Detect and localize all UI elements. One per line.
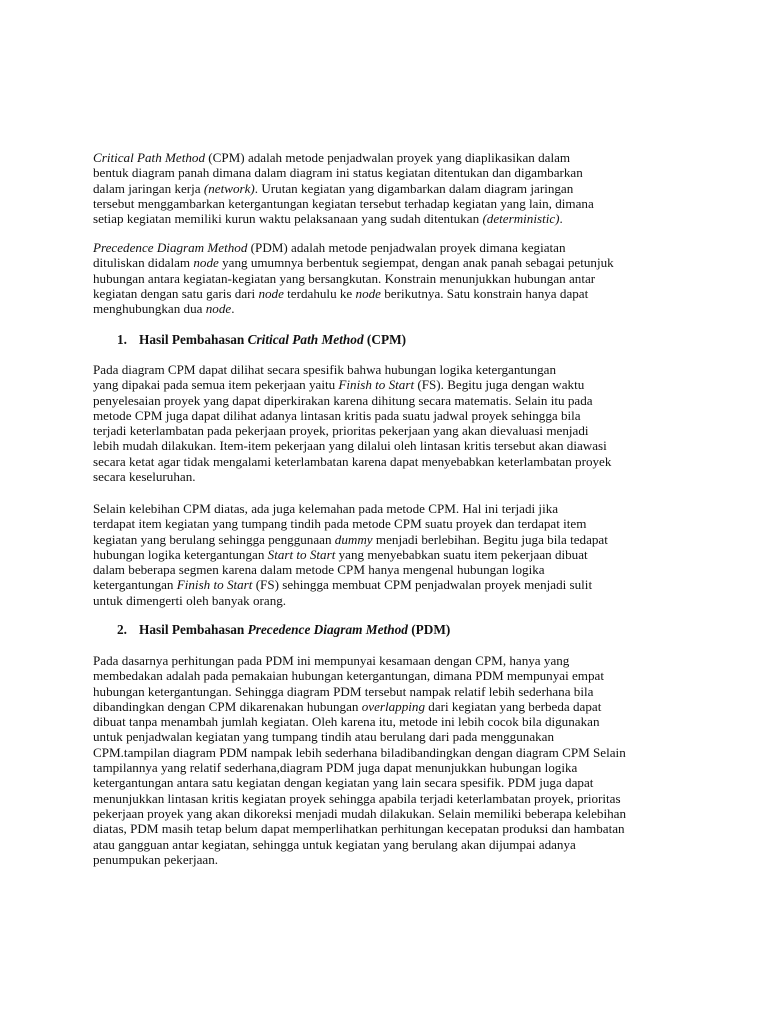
- text-run: (FS) sehingga membuat CPM penjadwalan proyek menjadi sulit: [252, 577, 593, 593]
- text-line: [93, 469, 611, 484]
- text-run: terdapat item kegiatan yang tumpang tindih pada metode CPM suatu proyek dan terdapat item: [93, 516, 587, 532]
- text-run: secara keseluruhan.: [93, 469, 196, 485]
- text-line: [93, 532, 608, 547]
- text-run: menjadi berlebihan. Begitu juga bila tedapat: [372, 531, 608, 547]
- italic-term: Start to Start: [267, 546, 336, 562]
- text-run: dibandingkan dengan CPM dikarenakan hubungan: [93, 698, 362, 714]
- paragraph-cpm-definition: [93, 150, 594, 226]
- text-run: dalam jaringan kerja: [93, 180, 204, 196]
- text-run: .: [559, 211, 563, 227]
- text-line: [93, 516, 608, 531]
- italic-term: overlapping: [361, 698, 426, 714]
- text-run: yang dipakai pada semua item pekerjaan yaitu: [93, 377, 339, 393]
- text-line: [93, 196, 594, 211]
- italic-term: Finish to Start: [338, 377, 415, 393]
- text-run: diatas, PDM masih tetap belum dapat memperlihatkan perhitungan kecepatan produksi dan hambatan: [93, 821, 625, 837]
- text-line: [93, 393, 611, 408]
- text-run: metode CPM juga dapat dilihat adanya lintasan kritis pada suatu jadwal proyek sehingga bila: [93, 407, 581, 423]
- text-run: kegiatan yang berulang sehingga penggunaan: [93, 531, 335, 547]
- text-run: terdahulu ke: [283, 285, 356, 301]
- paragraph-pdm-result: [93, 653, 626, 867]
- italic-term: (network): [203, 180, 255, 196]
- heading-number: 1.: [117, 332, 127, 347]
- text-run: Pada dasarnya perhitungan pada PDM ini mempunyai kesamaan dengan CPM, hanya yang: [93, 653, 570, 668]
- heading-cpm-results: [117, 332, 406, 348]
- italic-term: (deterministic): [482, 211, 560, 227]
- text-run: setiap kegiatan memiliki kurun waktu pelaksanaan yang sudah ditentukan: [93, 211, 483, 227]
- text-line: [93, 255, 614, 270]
- text-line: [93, 668, 626, 683]
- text-run: (FS). Begitu juga dengan waktu: [414, 377, 585, 393]
- text-line: [93, 240, 614, 255]
- text-line: [93, 653, 626, 668]
- text-line: [93, 150, 594, 165]
- text-run: CPM.tampilan diagram PDM nampak lebih sederhana biladibandingkan dengan diagram CPM Selain: [93, 744, 626, 760]
- text-line: [93, 181, 594, 196]
- text-line: [93, 165, 594, 180]
- paragraph-pdm-definition: [93, 240, 614, 316]
- text-run: menghubungkan dua: [93, 301, 206, 317]
- text-line: [93, 454, 611, 469]
- text-run: dibuat tanpa menambah jumlah kegiatan. Oleh karena itu, metode ini lebih cocok bila digunakan: [93, 714, 600, 730]
- text-line: [93, 577, 608, 592]
- text-run: untuk penjadwalan kegiatan yang tumpang tindih atau berulang dari pada menggunakan: [93, 729, 555, 745]
- text-run: ketergantungan antara satu kegiatan dengan kegiatan yang lain secara spesifik. PDM juga dapat: [93, 775, 594, 791]
- paragraph-cpm-result-1: [93, 362, 611, 484]
- text-line: [93, 684, 626, 699]
- text-run: penyelesaian proyek yang dapat diperkirakan karena dihitung secara matematis. Selain itu pada: [93, 392, 593, 408]
- text-line: [93, 377, 611, 392]
- heading-text: Hasil Pembahasan: [139, 332, 248, 347]
- text-line: [93, 211, 594, 226]
- text-line: [93, 593, 608, 608]
- text-run: lebih mudah dilakukan. Item-item pekerjaan yang dilalui oleh lintasan kritis tersebut akan diawasi: [93, 438, 607, 454]
- text-run: yang menyebabkan suatu item pekerjaan dibuat: [335, 546, 588, 562]
- text-run: pekerjaan proyek yang akan dikoreksi menjadi mudah dilakukan. Selain memiliki beberapa kelebihan: [93, 805, 627, 821]
- text-run: Pada diagram CPM dapat dilihat secara spesifik bahwa hubungan logika ketergantungan: [93, 362, 557, 377]
- text-run: secara ketat agar tidak mengalami keterlambatan karena dapat menyebabkan keterlambatan proyek: [93, 453, 612, 469]
- text-line: [93, 852, 626, 867]
- text-run: . Urutan kegiatan yang digambarkan dalam diagram jaringan: [254, 180, 574, 196]
- text-run: dari kegiatan yang berbeda dapat: [425, 698, 602, 714]
- text-line: [93, 699, 626, 714]
- text-line: [93, 729, 626, 744]
- text-line: [93, 362, 611, 377]
- italic-term: Critical Path Method: [93, 150, 206, 165]
- heading-text: Hasil Pembahasan: [139, 622, 248, 637]
- text-run: bentuk diagram panah dimana dalam diagram ini status kegiatan ditentukan dan digambarkan: [93, 165, 583, 181]
- text-line: [93, 562, 608, 577]
- text-line: [93, 760, 626, 775]
- text-line: [93, 438, 611, 453]
- heading-abbrev: (PDM): [407, 622, 451, 637]
- italic-term: dummy: [334, 531, 373, 547]
- text-run: membedakan adalah pada pemakaian hubungan ketergantungan, dimana PDM mempunyai empat: [93, 668, 604, 684]
- heading-method-name: Precedence Diagram Method: [247, 622, 408, 637]
- italic-term: node: [205, 301, 232, 317]
- text-run: tampilannya yang relatif sederhana,diagram PDM juga dapat menunjukkan hubungan logika: [93, 760, 578, 776]
- text-line: [93, 547, 608, 562]
- text-run: hubungan antara kegiatan-kegiatan yang bersangkutan. Konstrain menunjukkan hubungan antar: [93, 270, 596, 286]
- text-line: [93, 271, 614, 286]
- text-line: [93, 791, 626, 806]
- text-run: ketergantungan: [93, 577, 177, 593]
- heading-abbrev: (CPM): [363, 332, 407, 347]
- text-run: Selain kelebihan CPM diatas, ada juga kelemahan pada metode CPM. Hal ini terjadi jika: [93, 501, 559, 516]
- text-run: terjadi keterlambatan pada pekerjaan proyek, prioritas pekerjaan yang akan dievaluasi menjadi: [93, 423, 589, 439]
- text-run: berikutnya. Satu konstrain hanya dapat: [380, 285, 589, 301]
- text-line: [93, 837, 626, 852]
- heading-method-name: Critical Path Method: [247, 332, 364, 347]
- text-run: hubungan ketergantungan. Sehingga diagram PDM tersebut nampak relatif lebih sederhana bila: [93, 683, 594, 699]
- heading-pdm-results: [117, 622, 450, 638]
- text-line: [93, 745, 626, 760]
- text-run: hubungan logika ketergantungan: [93, 546, 268, 562]
- italic-term: node: [355, 285, 381, 301]
- italic-term: Finish to Start: [176, 577, 253, 593]
- text-run: dituliskan didalam: [93, 255, 194, 271]
- text-run: atau gangguan antar kegiatan, sehingga untuk kegiatan yang berulang akan dijumpai adanya: [93, 836, 576, 852]
- text-line: [93, 286, 614, 301]
- italic-term: Precedence Diagram Method: [93, 240, 248, 255]
- text-run: (PDM) adalah metode penjadwalan proyek dimana kegiatan: [247, 240, 566, 255]
- text-line: [93, 423, 611, 438]
- text-run: penumpukan pekerjaan.: [93, 851, 219, 867]
- italic-term: node: [258, 285, 284, 301]
- text-run: untuk dimengerti oleh banyak orang.: [93, 592, 287, 608]
- text-line: [93, 714, 626, 729]
- heading-number: 2.: [117, 622, 127, 637]
- text-line: [93, 821, 626, 836]
- paragraph-cpm-result-2: [93, 501, 608, 608]
- text-run: (CPM) adalah metode penjadwalan proyek yang diaplikasikan dalam: [205, 150, 571, 165]
- text-line: [93, 806, 626, 821]
- text-run: yang umumnya berbentuk segiempat, dengan anak panah sebagai petunjuk: [218, 255, 614, 271]
- text-run: kegiatan dengan satu garis dari: [93, 285, 259, 301]
- text-run: tersebut menggambarkan ketergantungan kegiatan tersebut terhadap kegiatan yang lain, dimana: [93, 195, 594, 211]
- text-line: [93, 301, 614, 316]
- text-line: [93, 408, 611, 423]
- text-run: dalam beberapa segmen karena dalam metode CPM hanya mengenal hubungan logika: [93, 562, 545, 578]
- text-line: [93, 501, 608, 516]
- text-line: [93, 775, 626, 790]
- italic-term: node: [193, 255, 219, 271]
- text-run: menunjukkan lintasan kritis kegiatan proyek sehingga apabila terjadi keterlambatan proyek, prioritas: [93, 790, 621, 806]
- text-run: .: [231, 301, 235, 317]
